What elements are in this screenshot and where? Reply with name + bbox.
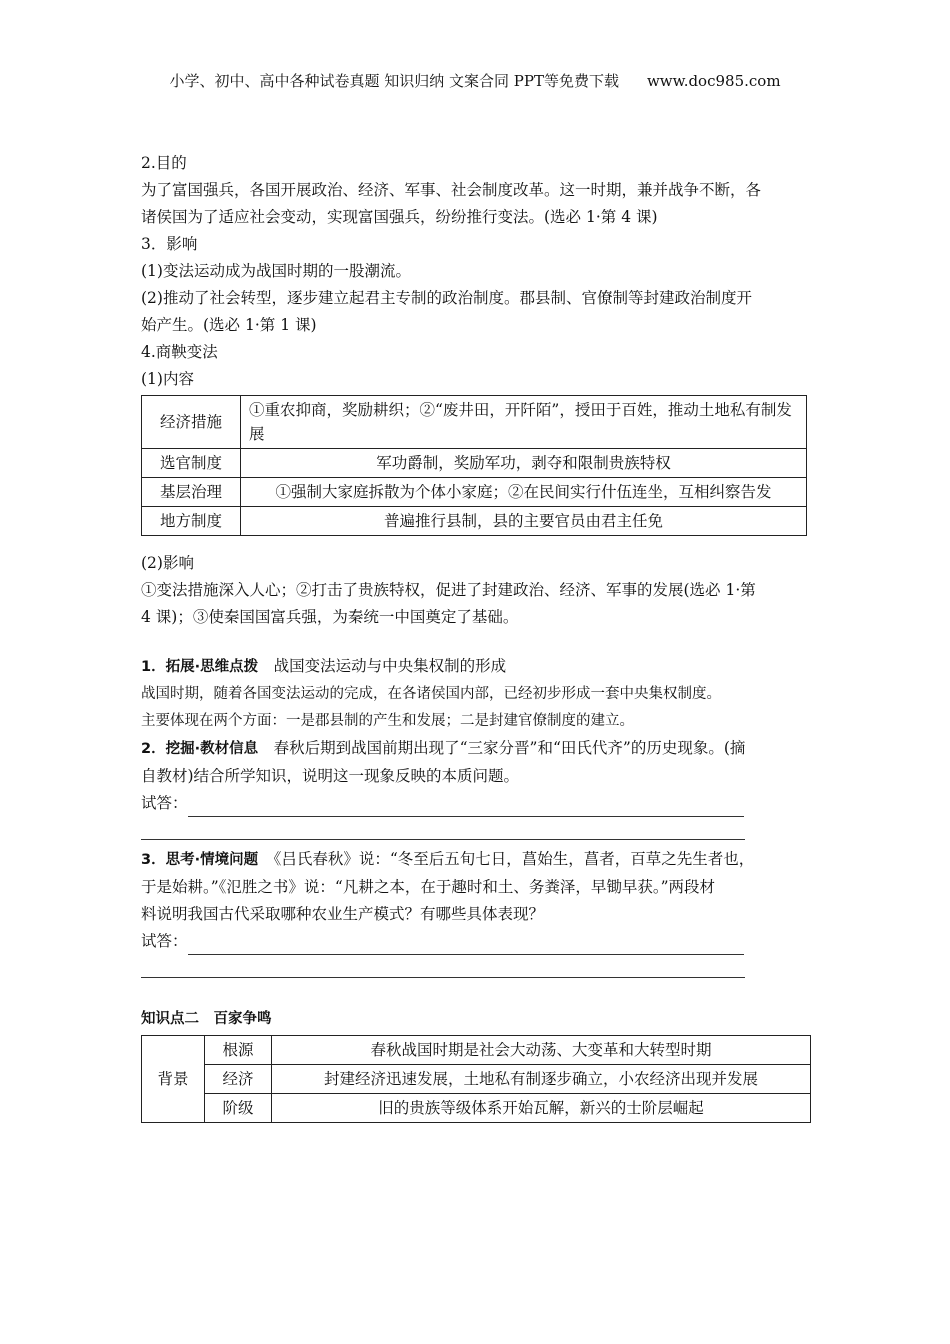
answer-blank[interactable] bbox=[188, 936, 744, 955]
section-title-purpose: 2.目的 bbox=[141, 154, 187, 172]
answer-label: 试答： bbox=[141, 794, 188, 812]
table-group: 背景 bbox=[142, 1036, 205, 1123]
table-row bbox=[142, 449, 807, 478]
table-value: ①强制大家庭拆散为个体小家庭；②在民间实行什伍连坐，互相纠察告发 bbox=[241, 478, 807, 507]
table-key: 基层治理 bbox=[142, 478, 241, 507]
extension-heading-3 bbox=[141, 846, 813, 874]
section-title-shangyang: 4.商鞅变法 bbox=[141, 343, 218, 361]
table-key: 经济 bbox=[205, 1065, 272, 1094]
paragraph: 主要体现在两个方面：一是郡县制的产生和发展；二是封建官僚制度的建立。 bbox=[141, 713, 634, 729]
subsection-title: (2)影响 bbox=[141, 554, 194, 572]
table-row bbox=[142, 1094, 811, 1123]
header-text: 小学、初中、高中各种试卷真题 知识归纳 文案合同 PPT等免费下载 bbox=[169, 72, 619, 90]
paragraph: 4 课)；③使秦国国富兵强，为秦统一中国奠定了基础。 bbox=[141, 608, 519, 626]
table-row bbox=[142, 1065, 811, 1094]
table-value: 旧的贵族等级体系开始瓦解，新兴的士阶层崛起 bbox=[272, 1094, 811, 1123]
paragraph: 自教材)结合所学知识，说明这一现象反映的本质问题。 bbox=[141, 767, 520, 785]
extension-label: 2．挖掘·教材信息 bbox=[141, 741, 259, 757]
extension-label: 1．拓展·思维点拨 bbox=[141, 659, 259, 675]
header-url[interactable]: www.doc985.com bbox=[646, 72, 781, 90]
paragraph: 诸侯国为了适应社会变动，实现富国强兵，纷纷推行变法。(选必 1·第 4 课) bbox=[141, 208, 658, 226]
table-value: ①重农抑商，奖励耕织；②“废井田，开阡陌”，授田于百姓，推动土地私有制发展 bbox=[241, 396, 807, 449]
extension-heading-1 bbox=[141, 653, 813, 681]
table-row bbox=[142, 1036, 811, 1065]
paragraph: 料说明我国古代采取哪种农业生产模式？有哪些具体表现？ bbox=[141, 905, 545, 923]
table-key: 根源 bbox=[205, 1036, 272, 1065]
table-key: 经济措施 bbox=[142, 396, 241, 449]
extension-text: 春秋后期到战国前期出现了“三家分晋”和“田氏代齐”的历史现象。(摘 bbox=[273, 739, 746, 757]
answer-label: 试答： bbox=[141, 932, 188, 950]
paragraph: 战国时期，随着各国变法运动的完成，在各诸侯国内部，已经初步形成一套中央集权制度。 bbox=[141, 686, 721, 702]
shangyang-reform-table bbox=[141, 395, 807, 536]
paragraph: 于是始耕。”《氾胜之书》说：“凡耕之本，在于趣时和土、务粪泽，早锄早获。”两段材 bbox=[141, 878, 716, 896]
extension-label: 3．思考·情境问题 bbox=[141, 852, 259, 868]
answer-blank[interactable] bbox=[141, 955, 745, 978]
answer-line[interactable] bbox=[141, 790, 813, 817]
table-value: 军功爵制，奖励军功，剥夺和限制贵族特权 bbox=[241, 449, 807, 478]
section-title-impact: 3．影响 bbox=[141, 235, 198, 253]
extension-heading-2 bbox=[141, 735, 813, 763]
table-value: 普遍推行县制，县的主要官员由君主任免 bbox=[241, 507, 807, 536]
answer-blank[interactable] bbox=[141, 817, 745, 840]
page-header bbox=[0, 70, 950, 91]
paragraph: (2)推动了社会转型，逐步建立起君主专制的政治制度。郡县制、官僚制等封建政治制度开 bbox=[141, 289, 752, 307]
knowledge-point-title: 知识点二 百家争鸣 bbox=[141, 1011, 272, 1027]
paragraph: ①变法措施深入人心；②打击了贵族特权，促进了封建政治、经济、军事的发展(选必 1·第 bbox=[141, 581, 756, 599]
table-row bbox=[142, 478, 807, 507]
table-key: 地方制度 bbox=[142, 507, 241, 536]
extension-title: 战国变法运动与中央集权制的形成 bbox=[273, 657, 507, 675]
subsection-title: (1)内容 bbox=[141, 370, 194, 388]
table-value: 春秋战国时期是社会大动荡、大变革和大转型时期 bbox=[272, 1036, 811, 1065]
table-row bbox=[142, 507, 807, 536]
table-value: 封建经济迅速发展，土地私有制逐步确立，小农经济出现并发展 bbox=[272, 1065, 811, 1094]
paragraph: 始产生。(选必 1·第 1 课) bbox=[141, 316, 317, 334]
extension-text: 《吕氏春秋》说：“冬至后五旬七日，菖始生，菖者，百草之先生者也， bbox=[273, 850, 755, 868]
table-row bbox=[142, 396, 807, 449]
hundred-schools-table bbox=[141, 1035, 811, 1123]
paragraph: (1)变法运动成为战国时期的一股潮流。 bbox=[141, 262, 411, 280]
table-key: 阶级 bbox=[205, 1094, 272, 1123]
answer-line[interactable] bbox=[141, 928, 813, 955]
document-body bbox=[141, 150, 813, 1123]
paragraph: 为了富国强兵，各国开展政治、经济、军事、社会制度改革。这一时期，兼并战争不断，各 bbox=[141, 181, 762, 199]
table-key: 选官制度 bbox=[142, 449, 241, 478]
answer-blank[interactable] bbox=[188, 798, 744, 817]
